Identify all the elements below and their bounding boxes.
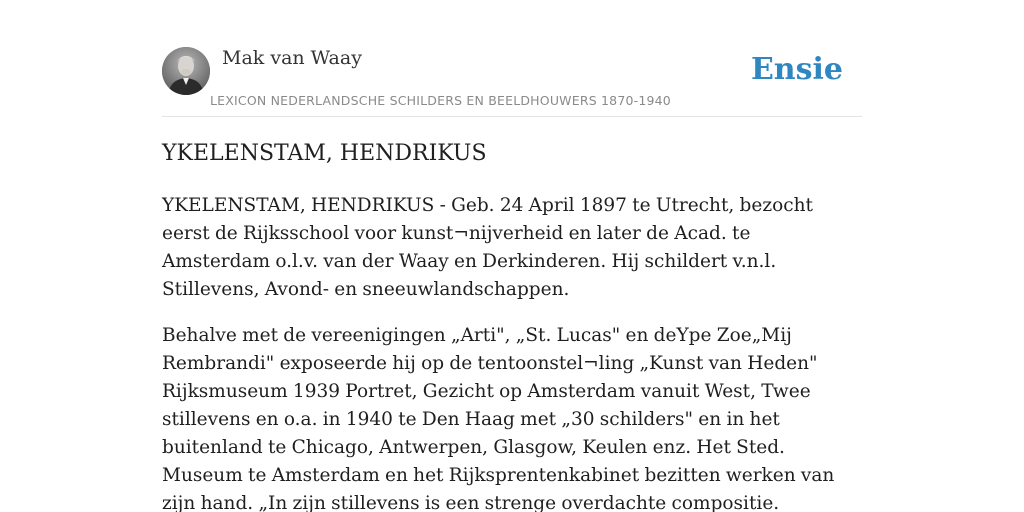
article-paragraph-2: Behalve met de vereenigingen „Arti", „St. Lucas" en deYpe Zoe„Mij Rembrandi" exposeerde hij op de tentoonstel¬ling „Kunst van Heden" Rijksmuseum 1939 Portret, Gezicht op Amsterdam vanuit West, Twee stillevens en o.a. in 1940 te Den Haag met „30 schilders" en in het buitenland te Chicago, Antwerpen, Glasgow, Keulen enz. Het Sted. Museum te Amsterdam en het Rijksprentenkabinet bezitten werken van zijn hand. „In zijn stillevens is een strenge overdachte compositie.: [162, 325, 835, 512]
article: [162, 138, 862, 512]
article-title: YKELENSTAM, HENDRIKUS: [162, 141, 487, 166]
article-paragraph-1: YKELENSTAM, HENDRIKUS - Geb. 24 April 1897 te Utrecht, bezocht eerst de Rijksschool voor kunst¬nijverheid en later de Acad. te Amsterdam o.l.v. van der Waay en Derkinderen. Hij schildert v.n.l. Stillevens, Avond- en sneeuwlandschappen.: [162, 195, 813, 300]
header: [162, 46, 862, 117]
brand-logo[interactable]: Ensie: [750, 52, 843, 87]
author-name[interactable]: Mak van Waay: [222, 47, 362, 69]
source-title[interactable]: LEXICON NEDERLANDSCHE SCHILDERS EN BEELDHOUWERS 1870-1940: [210, 93, 671, 108]
portrait-icon: [162, 47, 210, 95]
author-avatar[interactable]: [162, 47, 210, 95]
